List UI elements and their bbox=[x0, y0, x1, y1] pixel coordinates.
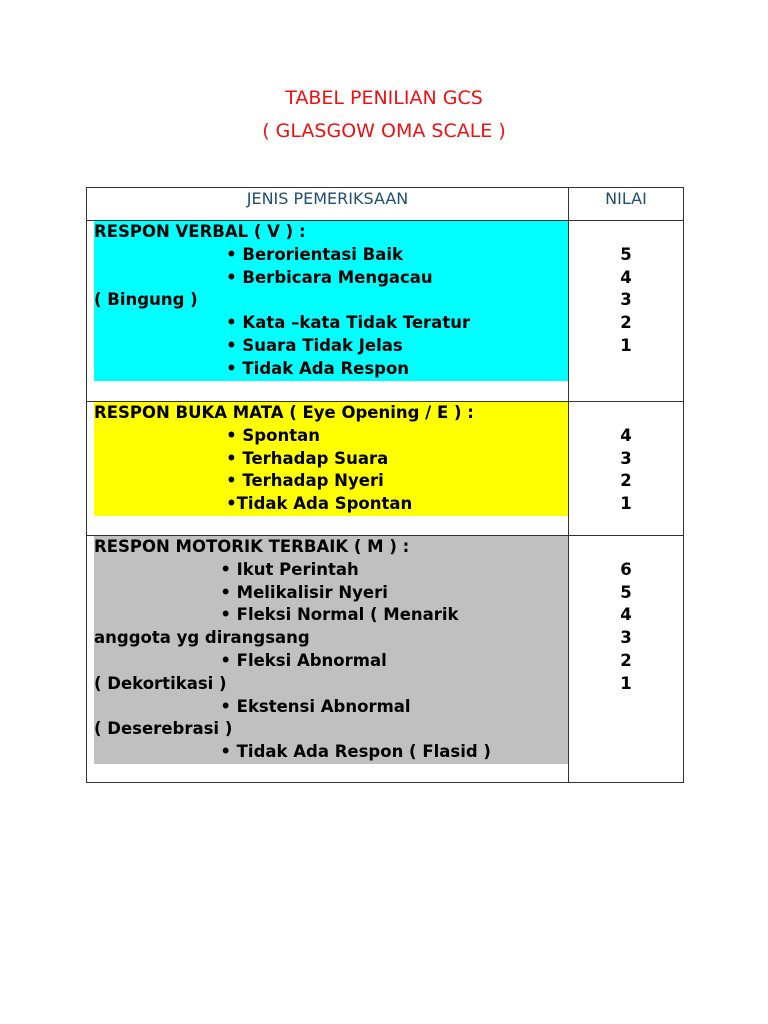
list-item: • Melikalisir Nyeri bbox=[94, 582, 388, 602]
list-item: anggota yg dirangsang bbox=[94, 628, 310, 648]
score-value: 2 bbox=[620, 313, 632, 333]
score-value: 1 bbox=[620, 335, 632, 355]
score-value: 4 bbox=[620, 425, 632, 445]
score-value: 5 bbox=[620, 244, 632, 264]
column-header-jenis: JENIS PEMERIKSAAN bbox=[87, 188, 569, 221]
table-header-row bbox=[87, 188, 684, 221]
list-item: • Suara Tidak Jelas bbox=[94, 335, 403, 355]
score-value: 1 bbox=[620, 673, 632, 693]
table-row-verbal bbox=[87, 221, 684, 402]
score-value: 2 bbox=[620, 471, 632, 491]
score-value: 3 bbox=[620, 628, 632, 648]
list-item: • Kata –kata Tidak Teratur bbox=[94, 313, 471, 333]
score-value: 4 bbox=[620, 267, 632, 287]
page-subtitle: ( GLASGOW OMA SCALE ) bbox=[262, 120, 506, 142]
list-item: • Terhadap Suara bbox=[94, 448, 389, 468]
eye-description-cell bbox=[87, 402, 569, 536]
table-row-eye-opening bbox=[87, 402, 684, 536]
list-item: •Tidak Ada Spontan bbox=[94, 494, 413, 514]
list-item: • Terhadap Nyeri bbox=[94, 471, 384, 491]
motor-description-cell bbox=[87, 536, 569, 783]
eye-values-cell bbox=[569, 402, 684, 536]
list-item: • Tidak Ada Respon ( Flasid ) bbox=[94, 742, 491, 762]
list-item: • Berbicara Mengacau bbox=[94, 267, 439, 287]
score-value: 5 bbox=[620, 582, 632, 602]
column-header-nilai: NILAI bbox=[569, 188, 684, 221]
score-value: 2 bbox=[620, 650, 632, 670]
list-item: ( Dekortikasi ) bbox=[94, 673, 227, 693]
verbal-description-cell bbox=[87, 221, 569, 402]
motor-values-cell bbox=[569, 536, 684, 783]
verbal-values-cell bbox=[569, 221, 684, 402]
section-heading-eye: RESPON BUKA MATA ( Eye Opening / E ) : bbox=[94, 403, 474, 422]
table-row-motor bbox=[87, 536, 684, 783]
score-value: 3 bbox=[620, 448, 632, 468]
gcs-table bbox=[86, 187, 684, 783]
score-value: 3 bbox=[620, 290, 632, 310]
list-item: ( Deserebrasi ) bbox=[94, 719, 233, 739]
list-item: • Fleksi Normal ( Menarik bbox=[94, 605, 465, 625]
list-item: • Ekstensi Abnormal bbox=[94, 696, 417, 716]
list-item: • Fleksi Abnormal bbox=[94, 650, 393, 670]
list-item: • Tidak Ada Respon bbox=[94, 358, 410, 378]
score-value: 1 bbox=[620, 494, 632, 514]
list-item: ( Bingung ) bbox=[94, 290, 198, 310]
score-value: 4 bbox=[620, 605, 632, 625]
list-item: • Berorientasi Baik bbox=[94, 244, 403, 264]
page-title: TABEL PENILIAN GCS bbox=[285, 87, 483, 109]
list-item: • Ikut Perintah bbox=[94, 559, 359, 579]
section-heading-motor: RESPON MOTORIK TERBAIK ( M ) : bbox=[94, 537, 410, 556]
section-heading-verbal: RESPON VERBAL ( V ) : bbox=[94, 222, 306, 241]
list-item: • Spontan bbox=[94, 425, 320, 445]
score-value: 6 bbox=[620, 559, 632, 579]
